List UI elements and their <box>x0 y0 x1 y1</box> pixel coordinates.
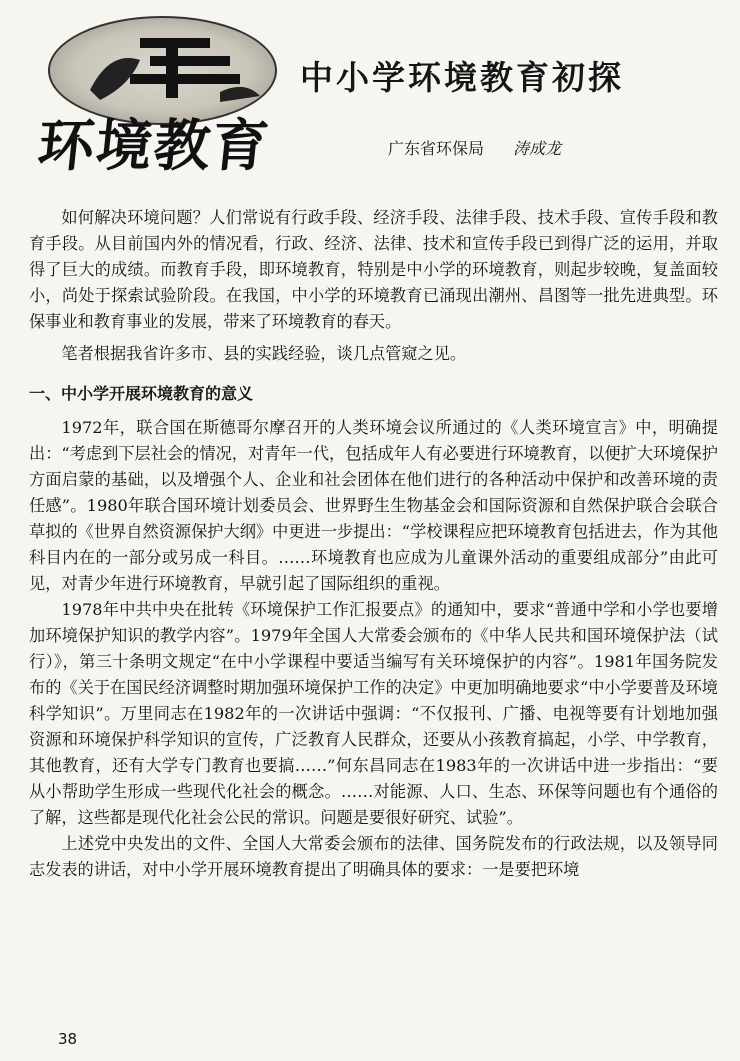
column-logo <box>30 10 280 185</box>
body-paragraph: 如何解决环境问题？人们常说有行政手段、经济手段、法律手段、技术手段、宣传手段和教育手段。从目前国内外的情况看，行政、经济、法律、技术和宣传手段已到得广泛的运用，并取得了巨大的成绩。而教育手段，即环境教育，特别是中小学的环境教育，则起步较晚，复盖面较小，尚处于探索试验阶段。在我国，中小学的环境教育已涌现出潮州、昌图等一批先进典型。环保事业和教育事业的发展，带来了环境教育的春天。 <box>29 208 718 331</box>
article-title: 中小学环境教育初探 <box>300 58 624 97</box>
section-heading: 一、中小学开展环境教育的意义 <box>29 384 254 403</box>
section-paragraph: 1972年，联合国在斯德哥尔摩召开的人类环境会议所通过的《人类环境宣言》中，明确提出：“考虑到下层社会的情况，对青年一代，包括成年人有必要进行环境教育，以便扩大环境保护方面启蒙的基础，以及增强个人、企业和社会团体在他们进行的各种活动中保护和改善环境的责任感”。1980年联合国环境计划委员会、世界野生生物基金会和国际资源和自然保护联合会联合草拟的《世界自然资源保护大纲》中更进一步提出：“学校课程应把环境教育包括进去，作为其他科目内在的一部分或另成一科目。……环境教育也应成为儿童课外活动的重要组成部分”由此可见，对青少年进行环境教育，早就引起了国际组织的重视。 <box>29 418 718 593</box>
column-logo-text: 环境教育 <box>34 114 274 179</box>
earth-emblem-icon <box>70 30 270 110</box>
byline <box>388 138 708 160</box>
section-paragraph: 1978年中共中央在批转《环境保护工作汇报要点》的通知中，要求“普通中学和小学也要增加环境保护知识的教学内容”。1979年全国人大常委会颁布的《中华人民共和国环境保护法（试行）》，第三十条明文规定“在中小学课程中要适当编写有关环境保护的内容”。1981年国务院发布的《关于在国民经济调整时期加强环境保护工作的决定》中更加明确地要求“中小学要普及环境科学知识”。万里同志在1982年的一次讲话中强调：“不仅报刊、广播、电视等要有计划地加强资源和环境保护科学知识的宣传，广泛教育人民群众，还要从小孩教育搞起，小学、中学教育，其他教育，还有大学专门教育也要搞……”何东昌同志在1983年的一次讲话中进一步指出：“要从小帮助学生形成一些现代化社会的概念。……对能源、人口、生态、环保等问题也有个通俗的了解，这些都是现代化社会公民的常识。问题是要很好研究、试验”。 <box>29 600 718 827</box>
body-paragraph: 笔者根据我省许多市、县的实践经验，谈几点管窥之见。 <box>61 344 467 363</box>
section-paragraph: 上述党中央发出的文件、全国人大常委会颁布的法律、国务院发布的行政法规，以及领导同志发表的讲话，对中小学开展环境教育提出了明确具体的要求：一是要把环境 <box>29 834 718 879</box>
article-body <box>29 205 718 883</box>
author-name: 涛成龙 <box>513 139 562 158</box>
author-affiliation: 广东省环保局 <box>388 139 485 158</box>
page-number: 38 <box>58 1030 78 1048</box>
